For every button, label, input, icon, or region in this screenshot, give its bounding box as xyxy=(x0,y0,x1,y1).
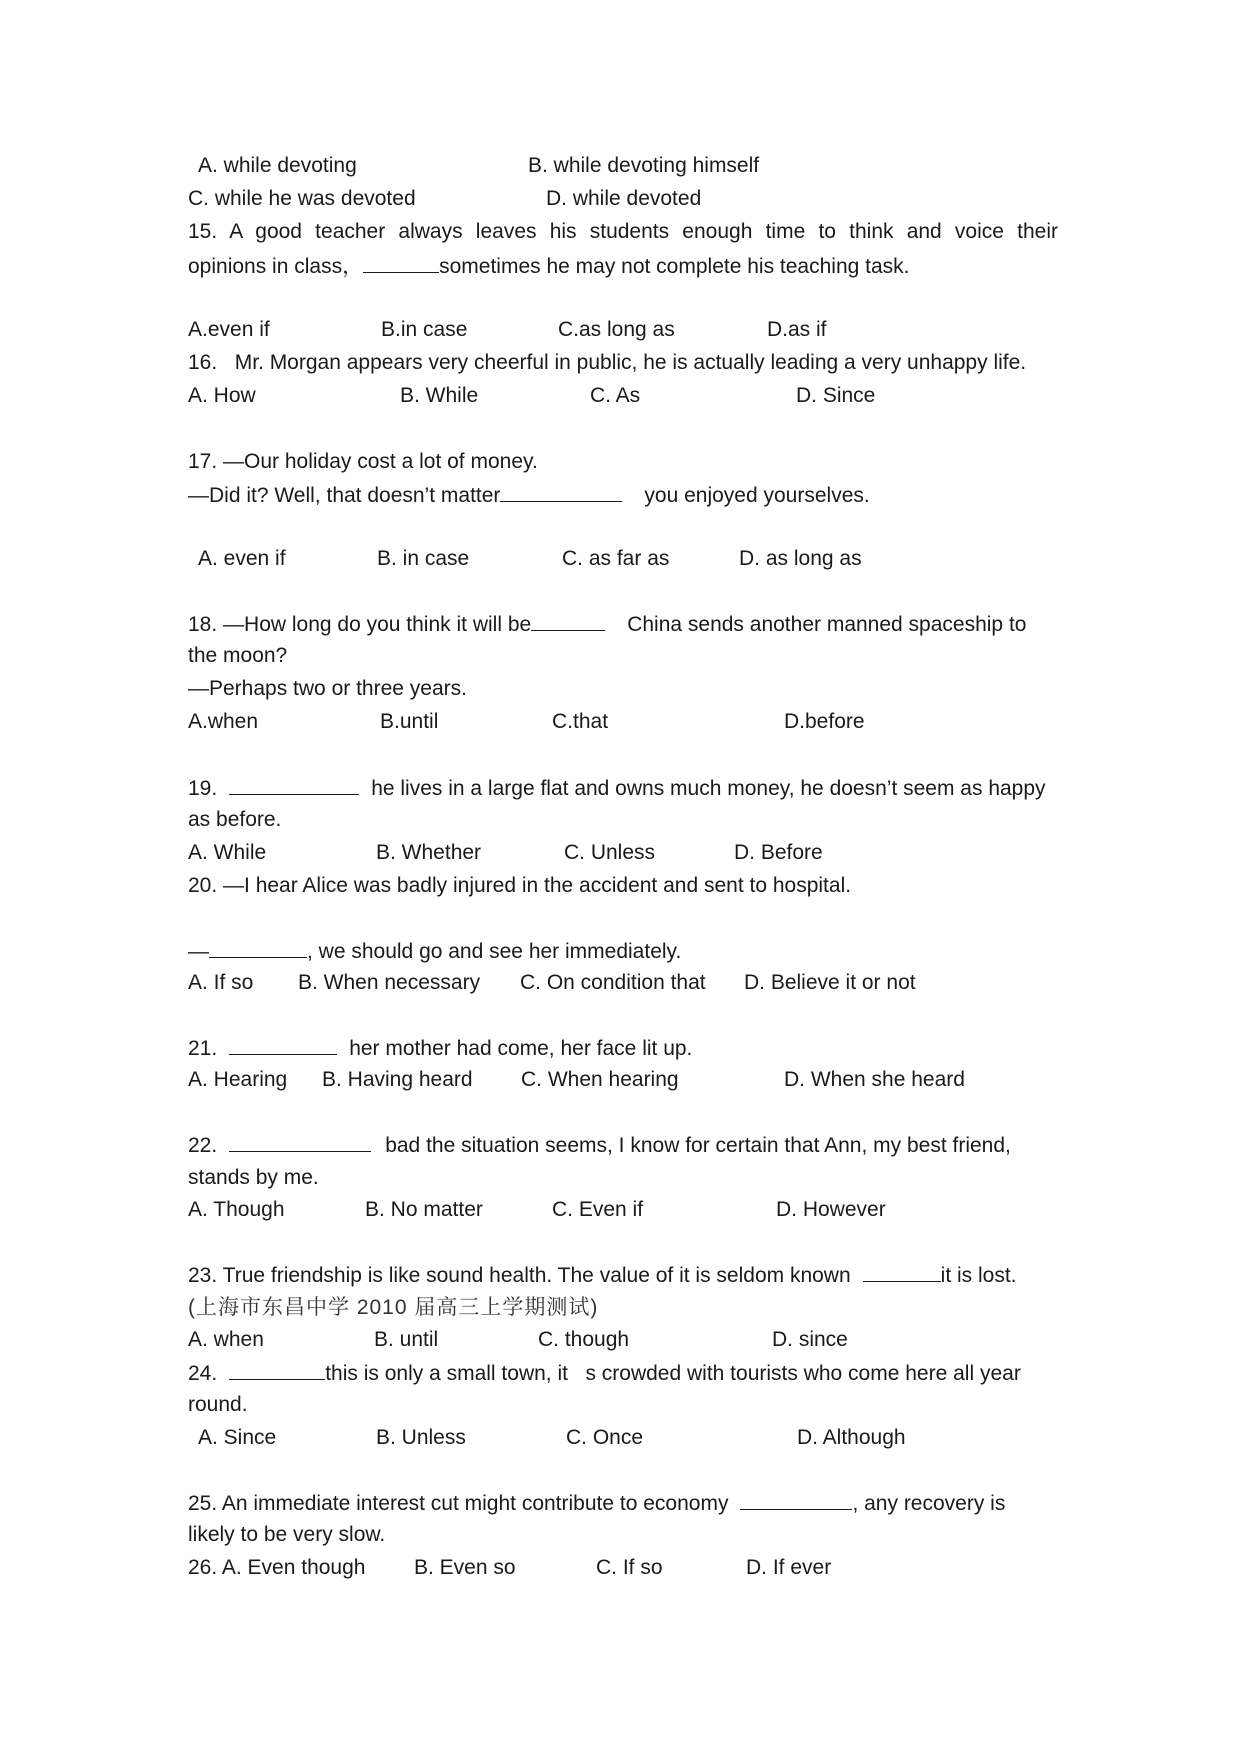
q18-stem-line-1 xyxy=(188,610,1058,639)
q15-answer-blank xyxy=(363,252,439,273)
q25-answer-blank xyxy=(740,1489,852,1510)
q18-option-b: B.until xyxy=(380,710,439,733)
q18-answer-blank xyxy=(531,610,605,631)
q25-stem-text: 25. An immediate interest cut might contribute to economy xyxy=(188,1492,729,1515)
q15-option-d: D.as if xyxy=(767,318,827,341)
q14-option-c: C. while he was devoted xyxy=(188,187,416,210)
q17-answer-blank xyxy=(500,481,622,502)
q24-number: 24. xyxy=(188,1362,218,1385)
q20-dash: — xyxy=(188,940,209,963)
q18-option-c: C.that xyxy=(552,710,609,733)
q22-option-b: B. No matter xyxy=(365,1198,483,1221)
q17-stem-text-continued: you enjoyed yourselves. xyxy=(644,484,870,507)
q25-stem-line-2: likely to be very slow. xyxy=(188,1523,386,1546)
q22-option-a: A. Though xyxy=(188,1198,285,1221)
q23-stem xyxy=(188,1261,1058,1290)
q20-stem-line-2 xyxy=(188,937,1058,966)
q26-option-a: 26. A. Even though xyxy=(188,1556,366,1579)
q26-option-b: B. Even so xyxy=(414,1556,516,1579)
q19-answer-blank xyxy=(229,774,359,795)
q15-stem-line-1: 15. A good teacher always leaves his students enough time to think and voice their xyxy=(188,220,1058,243)
q22-answer-blank xyxy=(229,1131,371,1152)
q16-stem: 16. Mr. Morgan appears very cheerful in public, he is actually leading a very unhappy life. xyxy=(188,351,1027,374)
q21-stem-text: her mother had come, her face lit up. xyxy=(349,1037,693,1060)
q24-option-b: B. Unless xyxy=(376,1426,466,1449)
q18-option-a: A.when xyxy=(188,710,259,733)
q23-option-b: B. until xyxy=(374,1328,439,1351)
q24-option-a: A. Since xyxy=(198,1426,277,1449)
q19-stem-text: he lives in a large flat and owns much money, he doesn’t seem as happy xyxy=(371,777,1046,800)
q18-option-d: D.before xyxy=(784,710,865,733)
q21-answer-blank xyxy=(229,1034,337,1055)
q19-option-b: B. Whether xyxy=(376,841,482,864)
q15-stem-line-2 xyxy=(188,252,1058,281)
q15-stem-text-continued: sometimes he may not complete his teaching task. xyxy=(439,255,910,278)
q20-option-a: A. If so xyxy=(188,971,254,994)
q20-stem-line-1: 20. —I hear Alice was badly injured in the accident and sent to hospital. xyxy=(188,874,852,897)
q21-number: 21. xyxy=(188,1037,218,1060)
q18-stem-text-continued: China sends another manned spaceship to xyxy=(627,613,1027,636)
q22-stem-text: bad the situation seems, I know for certain that Ann, my best friend, xyxy=(385,1134,1011,1157)
q21-option-c: C. When hearing xyxy=(521,1068,679,1091)
q23-stem-text: 23. True friendship is like sound health. The value of it is seldom known xyxy=(188,1264,851,1287)
q17-stem-line-1: 17. —Our holiday cost a lot of money. xyxy=(188,450,538,473)
q22-option-c: C. Even if xyxy=(552,1198,644,1221)
q23-stem-text-continued: it is lost. xyxy=(940,1264,1017,1287)
q14-option-b: B. while devoting himself xyxy=(528,154,760,177)
q19-stem-line-1 xyxy=(188,774,1108,803)
q19-option-c: C. Unless xyxy=(564,841,656,864)
q23-option-a: A. when xyxy=(188,1328,264,1351)
q20-option-d: D. Believe it or not xyxy=(744,971,916,994)
q15-stem-text: opinions in class， xyxy=(188,255,364,278)
q18-stem-line-2: the moon? xyxy=(188,644,288,667)
q19-number: 19. xyxy=(188,777,218,800)
q23-option-c: C. though xyxy=(538,1328,630,1351)
q14-option-a: A. while devoting xyxy=(198,154,357,177)
q19-stem-line-2: as before. xyxy=(188,808,282,831)
q20-option-c: C. On condition that xyxy=(520,971,706,994)
q24-stem-text: this is only a small town, it s crowded with tourists who come here all year xyxy=(325,1362,1021,1385)
q17-stem-line-2 xyxy=(188,481,1058,510)
q25-stem-line-1 xyxy=(188,1489,1058,1518)
q21-option-b: B. Having heard xyxy=(322,1068,473,1091)
q16-option-d: D. Since xyxy=(796,384,876,407)
q23-option-d: D. since xyxy=(772,1328,848,1351)
q16-option-c: C. As xyxy=(590,384,641,407)
q22-stem-line-1 xyxy=(188,1131,1058,1160)
q17-option-c: C. as far as xyxy=(562,547,670,570)
q20-option-b: B. When necessary xyxy=(298,971,481,994)
q24-answer-blank xyxy=(229,1359,325,1380)
q22-option-d: D. However xyxy=(776,1198,886,1221)
q22-stem-line-2: stands by me. xyxy=(188,1166,319,1189)
q15-option-b: B.in case xyxy=(381,318,468,341)
q19-option-d: D. Before xyxy=(734,841,823,864)
q20-stem-text: , we should go and see her immediately. xyxy=(307,940,682,963)
q24-stem-line-2: round. xyxy=(188,1393,248,1416)
q16-option-a: A. How xyxy=(188,384,256,407)
q24-option-d: D. Although xyxy=(797,1426,906,1449)
q26-option-c: C. If so xyxy=(596,1556,663,1579)
q24-option-c: C. Once xyxy=(566,1426,644,1449)
q21-stem xyxy=(188,1034,1058,1063)
q23-answer-blank xyxy=(863,1261,941,1282)
q24-stem-line-1 xyxy=(188,1359,1058,1388)
q17-option-a: A. even if xyxy=(198,547,286,570)
q26-option-d: D. If ever xyxy=(746,1556,832,1579)
q20-answer-blank xyxy=(209,937,307,958)
q19-option-a: A. While xyxy=(188,841,267,864)
q14-option-d: D. while devoted xyxy=(546,187,702,210)
q15-option-a: A.even if xyxy=(188,318,270,341)
q17-option-b: B. in case xyxy=(377,547,470,570)
q22-number: 22. xyxy=(188,1134,218,1157)
q21-option-a: A. Hearing xyxy=(188,1068,288,1091)
q23-source-note: (上海市东昌中学 2010 届高三上学期测试) xyxy=(188,1296,599,1319)
q18-stem-text: 18. —How long do you think it will be xyxy=(188,613,532,636)
q21-option-d: D. When she heard xyxy=(784,1068,965,1091)
q17-option-d: D. as long as xyxy=(739,547,862,570)
q17-stem-text: —Did it? Well, that doesn’t matter xyxy=(188,484,501,507)
q15-option-c: C.as long as xyxy=(558,318,675,341)
q18-stem-line-3: —Perhaps two or three years. xyxy=(188,677,467,700)
q25-stem-text-continued: , any recovery is xyxy=(852,1492,1006,1515)
q16-option-b: B. While xyxy=(400,384,479,407)
